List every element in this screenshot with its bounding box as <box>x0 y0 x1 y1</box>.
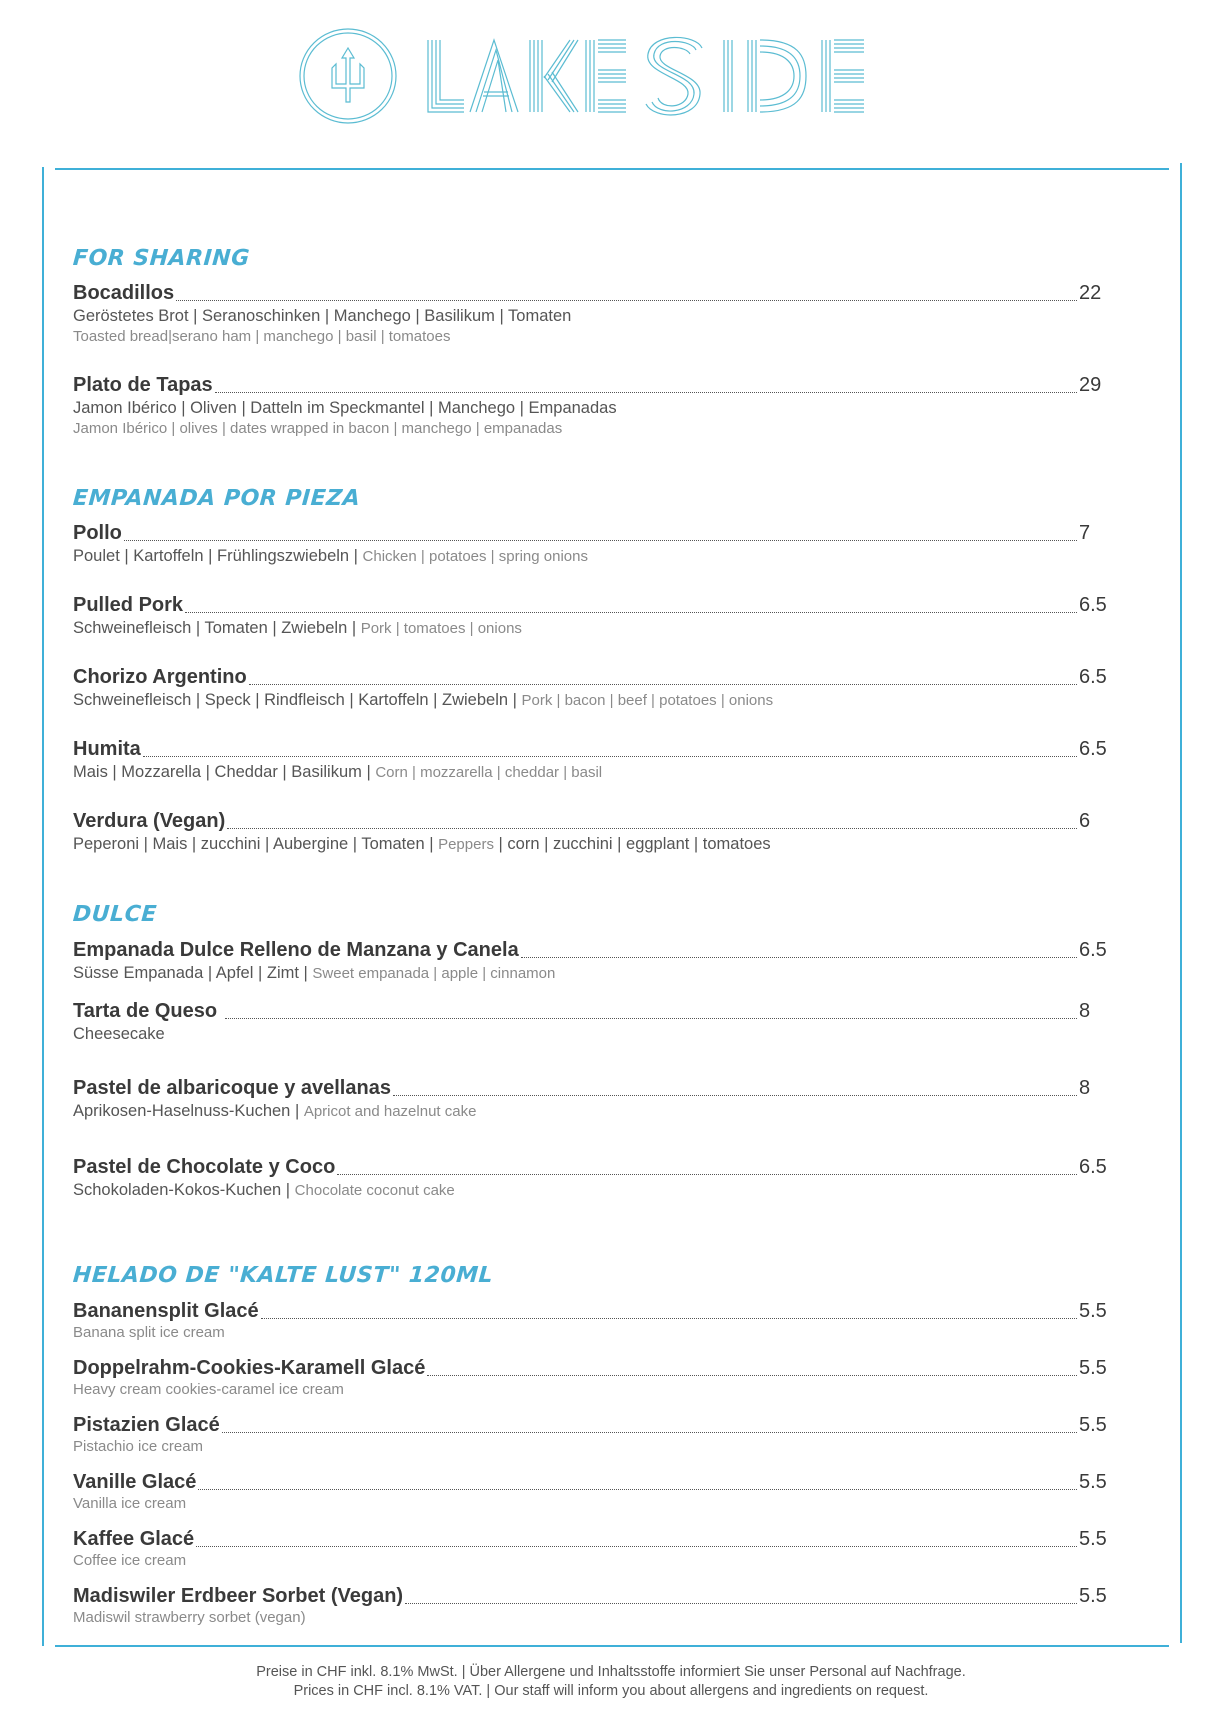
item-description-de: Mais | Mozzarella | Cheddar | Basilikum | <box>73 763 376 781</box>
item-price: 6 <box>1079 810 1091 832</box>
dotted-leader <box>521 956 1077 958</box>
item-description-en: Corn | mozzarella | cheddar | basil <box>375 764 603 781</box>
item-price: 6.5 <box>1079 738 1107 760</box>
item-name: Verdura (Vegan) <box>73 810 226 832</box>
item-price: 5.5 <box>1079 1357 1107 1379</box>
frame-right-rule <box>1180 163 1182 1643</box>
item-price: 6.5 <box>1079 594 1107 616</box>
dotted-leader <box>393 1094 1077 1096</box>
dotted-leader <box>405 1602 1077 1604</box>
item-description-en: Chicken | potatoes | spring onions <box>362 548 588 565</box>
item-price: 8 <box>1079 1077 1091 1099</box>
item-name: Bocadillos <box>73 282 175 304</box>
item-price: 7 <box>1079 522 1091 544</box>
dotted-leader <box>176 299 1077 301</box>
item-description-en: Banana split ice cream <box>73 1324 225 1341</box>
dotted-leader <box>261 1317 1077 1319</box>
item-description-de: Schweinefleisch | Tomaten | Zwiebeln | <box>73 619 361 637</box>
menu-item <box>73 592 1113 639</box>
section-title-for-sharing: FOR SHARING <box>72 246 251 271</box>
menu-item <box>73 1355 1113 1399</box>
section-title-helado: HELADO DE "KALTE LUST" 120ML <box>72 1263 495 1288</box>
item-name: Pastel de Chocolate y Coco <box>73 1156 336 1178</box>
frame-top-rule <box>55 168 1169 170</box>
item-description <box>73 1101 1113 1122</box>
menu-item <box>73 1583 1113 1627</box>
item-description-de: Geröstetes Brot | Seranoschinken | Manchego | Basilikum | Tomaten <box>73 307 572 325</box>
menu-item <box>73 372 1113 438</box>
item-name: Vanille Glacé <box>73 1471 197 1493</box>
menu-item <box>73 736 1113 783</box>
footer-note <box>0 1663 1222 1701</box>
item-price: 29 <box>1079 374 1102 396</box>
menu-item <box>73 1075 1113 1122</box>
item-description-tail: | corn | zucchini | eggplant | tomatoes <box>493 835 771 853</box>
item-price: 6.5 <box>1079 1156 1107 1178</box>
menu-item <box>73 998 1113 1044</box>
item-description-de: Süsse Empanada | Apfel | Zimt | <box>73 964 313 982</box>
item-description-de: Schweinefleisch | Speck | Rindfleisch | Kartoffeln | Zwiebeln | <box>73 691 522 709</box>
frame-left-rule <box>42 167 44 1646</box>
dotted-leader <box>185 611 1077 613</box>
menu-item <box>73 520 1113 567</box>
item-price: 5.5 <box>1079 1471 1107 1493</box>
item-description <box>73 618 1113 639</box>
item-price: 5.5 <box>1079 1585 1107 1607</box>
item-description-de: Jamon Ibérico | Oliven | Datteln im Speckmantel | Manchego | Empanadas <box>73 399 617 417</box>
item-name: Pollo <box>73 522 122 544</box>
dotted-leader <box>196 1545 1077 1547</box>
item-description-en: Peppers <box>438 836 494 853</box>
item-description <box>73 690 1113 711</box>
footer-line-en: Prices in CHF incl. 8.1% VAT. | Our staff will inform you about allergens and ingredients on request. <box>293 1683 929 1699</box>
item-price: 6.5 <box>1079 939 1107 961</box>
item-description-en: Sweet empanada | apple | cinnamon <box>312 965 556 982</box>
menu-item <box>73 1526 1113 1570</box>
menu-item <box>73 808 1113 855</box>
logo-graphic <box>298 26 938 126</box>
item-price: 6.5 <box>1079 666 1107 688</box>
lake-side-logo <box>298 26 938 126</box>
section-title-empanada-por-pieza: EMPANADA POR PIEZA <box>72 486 362 511</box>
dotted-leader <box>249 683 1077 685</box>
section-title-dulce: DULCE <box>72 902 158 927</box>
menu-item <box>73 1469 1113 1513</box>
item-description-en: Apricot and hazelnut cake <box>303 1103 477 1120</box>
item-price: 5.5 <box>1079 1528 1107 1550</box>
item-name: Pistazien Glacé <box>73 1414 220 1436</box>
dotted-leader <box>227 827 1077 829</box>
item-description-de: Cheesecake <box>73 1025 165 1043</box>
item-name: Pastel de albaricoque y avellanas <box>73 1077 391 1099</box>
footer-line-de: Preise in CHF inkl. 8.1% MwSt. | Über Allergene und Inhaltsstoffe informiert Sie unser Personal auf Nachfrage. <box>256 1664 966 1680</box>
item-description-en: Pistachio ice cream <box>73 1438 204 1455</box>
item-description-en: Coffee ice cream <box>73 1552 187 1569</box>
frame-bottom-rule <box>55 1645 1169 1647</box>
item-price: 5.5 <box>1079 1414 1107 1436</box>
dotted-leader <box>143 755 1077 757</box>
item-description-de: Peperoni | Mais | zucchini | Aubergine | Tomaten | <box>73 835 439 853</box>
dotted-leader <box>198 1488 1077 1490</box>
item-description-en: Chocolate coconut cake <box>294 1182 455 1199</box>
item-description-en: Madiswil strawberry sorbet (vegan) <box>73 1609 306 1626</box>
menu-item <box>73 937 1113 984</box>
item-name: Pulled Pork <box>73 594 184 616</box>
item-name: Kaffee Glacé <box>73 1528 195 1550</box>
item-price: 5.5 <box>1079 1300 1107 1322</box>
item-description <box>73 834 1113 855</box>
dotted-leader <box>427 1374 1077 1376</box>
item-name: Chorizo Argentino <box>73 666 247 688</box>
item-description-de: Schokoladen-Kokos-Kuchen | <box>73 1181 295 1199</box>
dotted-leader <box>124 539 1077 541</box>
item-description-en: Toasted bread|serano ham | manchego | basil | tomatoes <box>73 328 451 345</box>
item-name: Madiswiler Erdbeer Sorbet (Vegan) <box>73 1585 404 1607</box>
item-price: 22 <box>1079 282 1102 304</box>
dotted-leader <box>225 1017 1077 1019</box>
trident-icon <box>300 29 396 123</box>
item-description <box>73 963 1113 984</box>
item-name: Bananensplit Glacé <box>73 1300 259 1322</box>
menu-item <box>73 664 1113 711</box>
dotted-leader <box>215 391 1077 393</box>
item-description <box>73 546 1113 567</box>
item-price: 8 <box>1079 1000 1091 1022</box>
item-description-en: Vanilla ice cream <box>73 1495 187 1512</box>
item-name: Humita <box>73 738 141 760</box>
dotted-leader <box>337 1173 1077 1175</box>
menu-item <box>73 1412 1113 1456</box>
item-name: Plato de Tapas <box>73 374 213 396</box>
item-description-en: Pork | tomatoes | onions <box>360 620 522 637</box>
item-description-en: Jamon Ibérico | olives | dates wrapped in bacon | manchego | empanadas <box>73 420 563 437</box>
dotted-leader <box>222 1431 1077 1433</box>
item-description <box>73 1180 1113 1201</box>
item-name: Tarta de Queso <box>73 1000 218 1022</box>
item-name: Empanada Dulce Relleno de Manzana y Canela <box>73 939 519 961</box>
item-name: Doppelrahm-Cookies-Karamell Glacé <box>73 1357 426 1379</box>
item-description-en: Heavy cream cookies-caramel ice cream <box>73 1381 344 1398</box>
item-description <box>73 762 1113 783</box>
menu-item <box>73 280 1113 346</box>
item-description-en: Pork | bacon | beef | potatoes | onions <box>521 692 774 709</box>
item-description-de: Poulet | Kartoffeln | Frühlingszwiebeln | <box>73 547 363 565</box>
menu-item <box>73 1154 1113 1201</box>
item-description-de: Aprikosen-Haselnuss-Kuchen | <box>73 1102 304 1120</box>
logo-wordmark <box>428 37 864 115</box>
menu-item <box>73 1298 1113 1342</box>
